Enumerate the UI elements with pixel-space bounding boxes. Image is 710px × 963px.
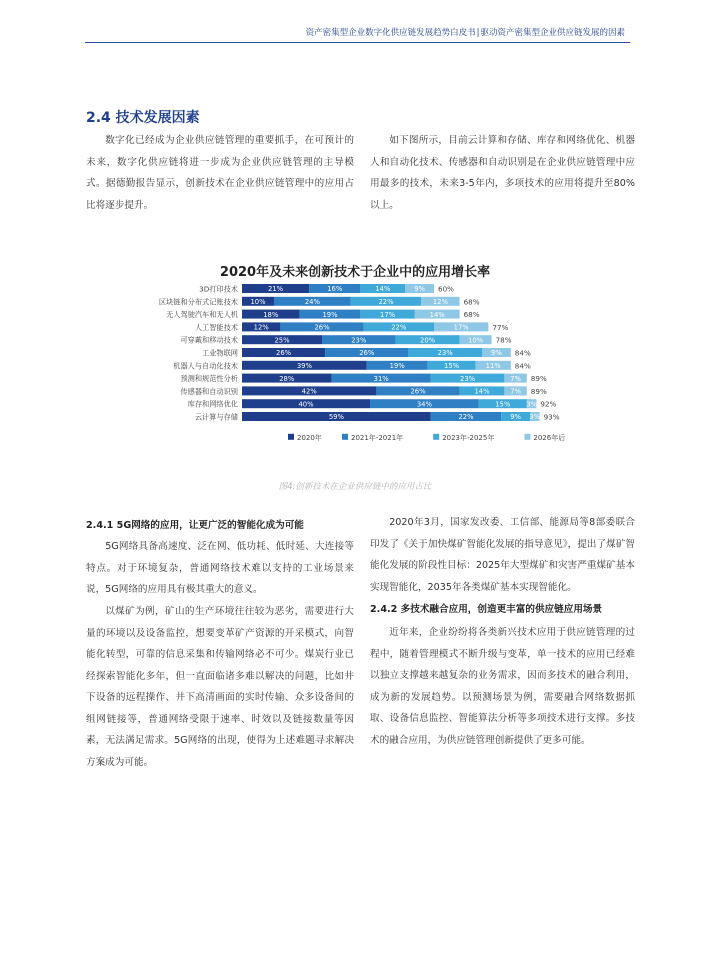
total-label: 68% — [463, 297, 480, 307]
data-label: 39% — [296, 362, 312, 370]
header-rule — [85, 42, 630, 43]
legend-swatch — [288, 434, 294, 440]
data-label: 22% — [378, 298, 394, 306]
data-label: 15% — [495, 400, 511, 409]
subsection-heading-2: 2.4.2 多技术融合应用，创造更丰富的供应链应用场景 — [370, 604, 603, 615]
total-label: 92% — [540, 399, 557, 409]
data-label: 17% — [453, 323, 469, 332]
subsection-heading-1: 2.4.1 5G网络的应用，让更广泛的智能化成为可能 — [86, 520, 304, 531]
data-label: 26% — [314, 323, 330, 332]
category-label: 云计算与存储 — [194, 412, 238, 422]
legend-label: 2023年-2025年 — [442, 433, 495, 442]
data-label: 23% — [351, 336, 367, 345]
total-label: 77% — [492, 322, 509, 332]
data-label: 19% — [389, 362, 405, 370]
category-label: 工业物联网 — [202, 348, 238, 358]
category-label: 传感器和自动识别 — [180, 386, 238, 396]
subsection-2-paragraph-1: 近年来，企业纷纷将各类新兴技术应用于供应链管理的过程中，随着管理模式不断升级与变革，单一技术的应用已经难以独立支撑越来越复杂的业务需求，因而多技术的融合利用，成为新的发展趋势。以预测场景为例，需要融合网络数据抓取、设备信息监控、智能算法分析等多项技术进行支撑。多技术的融合应用，为供应链管理创新提供了更多可能。 — [370, 627, 635, 746]
subsection-1-paragraph-3: 2020年3月，国家发改委、工信部、能源局等8部委联合印发了《关于加快煤矿智能化发展的指导意见》，提出了煤矿智能化发展的阶段性目标：2025年大型煤矿和灾害严重煤矿基本实现智能化，2035年各类煤矿基本实现智能化。 — [370, 517, 635, 593]
legend-label: 2021年-2021年 — [351, 433, 404, 442]
data-label: 7% — [510, 387, 521, 396]
data-label: 9% — [414, 285, 425, 294]
data-label: 16% — [327, 285, 343, 294]
data-label: 18% — [263, 310, 279, 319]
data-label: 28% — [279, 374, 295, 383]
data-label: 10% — [468, 336, 484, 345]
legend-swatch — [342, 434, 348, 440]
total-label: 84% — [514, 348, 531, 358]
data-label: 31% — [373, 374, 389, 383]
data-label: 15% — [444, 362, 460, 370]
figure-caption: 图4:创新技术在企业供应链中的应用占比 — [278, 482, 432, 492]
header-separator: | — [476, 28, 480, 38]
total-label: 60% — [438, 284, 454, 294]
data-label: 3% — [529, 413, 541, 422]
data-label: 12% — [432, 298, 448, 306]
data-label: 14% — [375, 285, 391, 294]
data-label: 19% — [322, 310, 338, 319]
subsection-1-paragraph-1: 5G网络具备高速度、泛在网、低功耗、低时延、大连接等特点。对于环境复杂，普通网络技术难以支持的工业场景来说，5G网络的应用具有极其重大的意义。 — [86, 541, 354, 595]
subsection-1-paragraph-2: 以煤矿为例，矿山的生产环境往往较为恶劣，需要进行大量的环境以及设备监控，想要变革矿产资源的开采模式，向智能化转型，可靠的信息采集和传输网络必不可少。煤炭行业已经探索智能化多年，但一直面临诸多难以解决的问题，比如井下设备的远程操作、井下高清画面的实时传输、众多设备间的组网链接等，普通网络受限于速率、时效以及链接数量等因素，无法满足需求。5G网络的出现，使得为上述难题寻求解决方案成为可能。 — [86, 606, 354, 768]
data-label: 20% — [420, 336, 436, 345]
legend-label: 2026年后 — [533, 433, 566, 442]
stacked-bar-chart — [0, 280, 710, 460]
chart-title: 2020年及未来创新技术于企业中的应用增长率 — [219, 265, 491, 280]
data-label: 14% — [429, 310, 445, 319]
total-label: 93% — [543, 412, 560, 422]
total-label: 78% — [495, 335, 512, 345]
data-label: 21% — [268, 285, 284, 294]
category-label: 预测和规范性分析 — [180, 374, 238, 384]
section-title: 2.4 技术发展因素 — [86, 110, 200, 126]
data-label: 26% — [276, 349, 292, 358]
data-label: 22% — [458, 413, 474, 422]
data-label: 12% — [253, 323, 269, 332]
section-paragraph-1: 数字化已经成为企业供应链管理的重要抓手，在可预计的未来，数字化供应链将进一步成为企业供应链管理的主导模式。据德勤报告显示，创新技术在企业供应链管理中的应用占比将逐步提升。 — [86, 135, 354, 211]
data-label: 14% — [474, 387, 490, 396]
data-label: 42% — [301, 387, 317, 396]
total-label: 68% — [463, 310, 480, 320]
data-label: 10% — [250, 298, 266, 306]
category-label: 3D打印技术 — [199, 284, 238, 294]
total-label: 84% — [514, 361, 531, 371]
category-label: 区块链和分布式记账技术 — [158, 297, 238, 307]
data-label: 40% — [298, 400, 314, 409]
data-label: 23% — [460, 374, 476, 383]
data-label: 9% — [510, 413, 521, 422]
data-label: 17% — [380, 310, 396, 319]
data-label: 3% — [526, 400, 537, 409]
category-label: 机器人与自动化技术 — [173, 361, 238, 371]
data-label: 23% — [437, 349, 453, 358]
section-paragraph-2: 如下图所示，目前云计算和存储、库存和网络优化、机器人和自动化技术、传感器和自动识别是在企业供应链管理中应用最多的技术，未来3-5年内，多项技术的应用将提升至80%以上。 — [370, 135, 635, 211]
running-header — [306, 26, 625, 38]
data-label: 26% — [410, 387, 426, 396]
data-label: 7% — [510, 374, 521, 383]
data-label: 25% — [274, 336, 290, 345]
data-label: 11% — [485, 362, 501, 370]
legend-label: 2020年 — [297, 433, 322, 442]
category-label: 人工智能技术 — [194, 322, 238, 332]
legend-swatch — [524, 434, 530, 440]
data-label: 34% — [416, 400, 432, 409]
category-label: 可穿戴和移动技术 — [180, 335, 238, 345]
header-doc-title: 资产密集型企业数字化供应链发展趋势白皮书 — [305, 28, 476, 38]
data-label: 26% — [359, 349, 375, 358]
data-label: 22% — [391, 323, 407, 332]
data-label: 24% — [304, 298, 320, 306]
header-chapter: 驱动资产密集型企业供应链发展的因素 — [480, 28, 625, 38]
data-label: 9% — [491, 349, 502, 358]
legend-swatch — [433, 434, 439, 440]
category-label: 无人驾驶汽车和无人机 — [166, 310, 238, 320]
data-label: 59% — [328, 413, 344, 422]
total-label: 89% — [530, 386, 547, 396]
total-label: 89% — [530, 374, 547, 384]
category-label: 库存和网络优化 — [187, 399, 238, 409]
